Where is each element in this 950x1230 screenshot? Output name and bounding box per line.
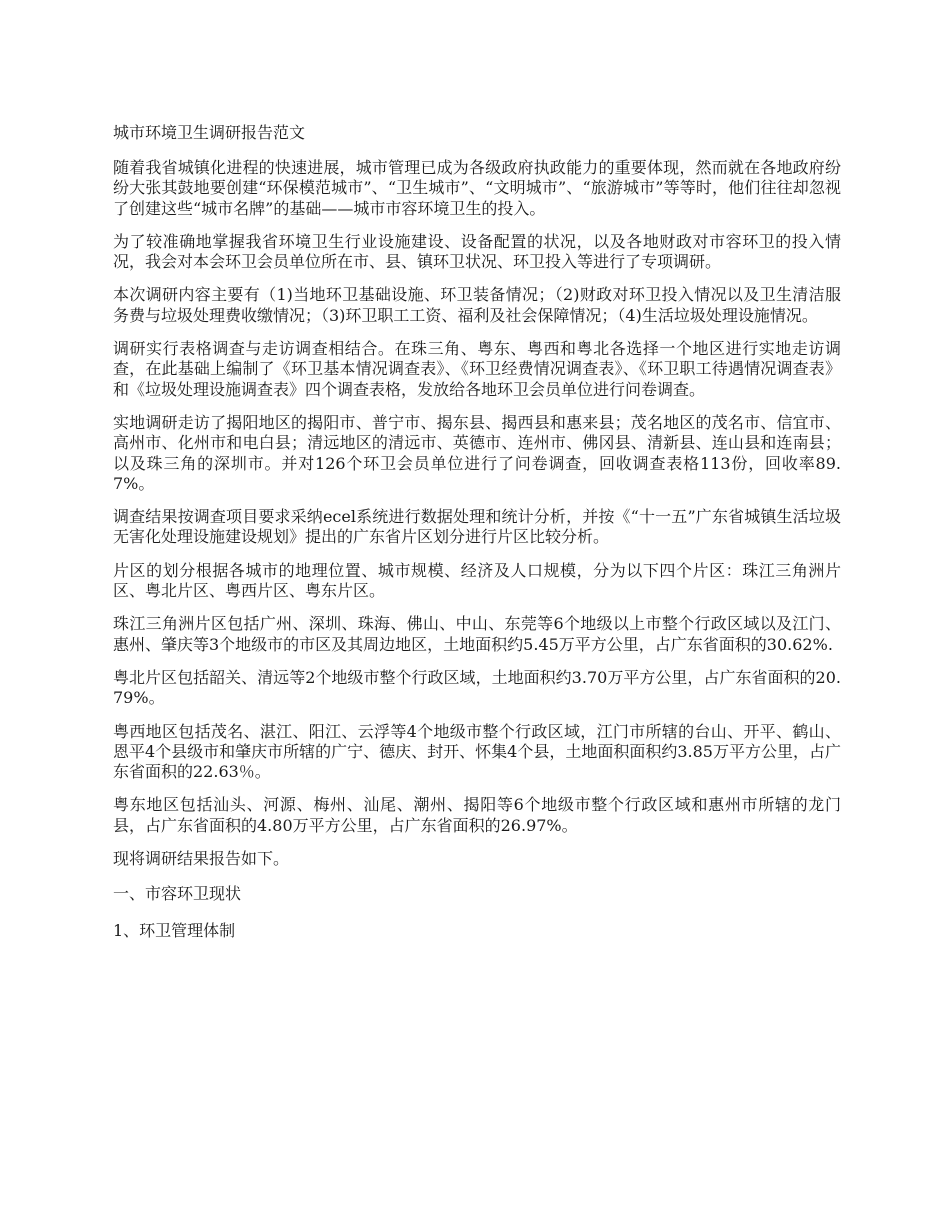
subsection-heading: 1、环卫管理体制 [113, 921, 236, 941]
paragraph-north: 粤北片区包括韶关、清远等2个地级市整个行政区域，土地面积约3.70万平方公里，占广东省面积的20.79%。 [113, 667, 841, 708]
document-title: 城市环境卫生调研报告范文 [113, 123, 306, 142]
paragraph-regions: 片区的划分根据各城市的地理位置、城市规模、经济及人口规模，分为以下四个片区：珠江三角洲片区、粤北片区、粤西片区、粤东片区。 [113, 560, 841, 601]
paragraph-intro: 随着我省城镇化进程的快速进展，城市管理已成为各级政府执政能力的重要体现，然而就在各地政府纷纷大张其鼓地要创建“环保模范城市”、“卫生城市”、“文明城市”、“旅游城市”等等时，他们往往却忽视了创建这些“城市名牌”的基础——城市市容环境卫生的投入。 [113, 158, 841, 218]
paragraph-pearl-river-delta: 珠江三角洲片区包括广州、深圳、珠海、佛山、中山、东莞等6个地级以上市整个行政区域以及江门、惠州、肇庆等3个地级市的市区及其周边地区，土地面积约5.45万平方公里，占广东省面积的30.62%. [113, 614, 841, 654]
section-heading: 一、市容环卫现状 [113, 884, 242, 904]
paragraph-field-visits: 实地调研走访了揭阳地区的揭阳市、普宁市、揭东县、揭西县和惠来县；茂名地区的茂名市、信宜市、高州市、化州市和电白县；清远地区的清远市、英德市、连州市、佛冈县、清新县、连山县和连南县；以及珠三角的深圳市。并对126个环卫会员单位进行了问卷调查，回收调查表格113份，回收率89.7%。 [113, 412, 841, 493]
paragraph-east: 粤东地区包括汕头、河源、梅州、汕尾、潮州、揭阳等6个地级市整个行政区域和惠州市所辖的龙门县，占广东省面积的4.80万平方公里，占广东省面积的26.97%。 [113, 795, 841, 835]
paragraph-analysis: 调查结果按调查项目要求采纳ecel系统进行数据处理和统计分析，并按《“十一五”广东省城镇生活垃圾无害化处理设施建设规划》提出的广东省片区划分进行片区比较分析。 [113, 507, 841, 547]
paragraph-content: 本次调研内容主要有（1)当地环卫基础设施、环卫装备情况；（2)财政对环卫投入情况以及卫生清洁服务费与垃圾处理费收缴情况；（3)环卫职工工资、福利及社会保障情况；（4)生活垃圾处理设施情况。 [113, 285, 841, 325]
paragraph-method: 调研实行表格调查与走访调查相结合。在珠三角、粤东、粤西和粤北各选择一个地区进行实地走访调查，在此基础上编制了《环卫基本情况调查表》、《环卫经费情况调查表》、《环卫职工待遇情况调查表》和《垃圾处理设施调查表》四个调查表格，发放给各地环卫会员单位进行问卷调查。 [113, 339, 841, 399]
paragraph-west: 粤西地区包括茂名、湛江、阳江、云浮等4个地级市整个行政区域，江门市所辖的台山、开平、鹤山、恩平4个县级市和肇庆市所辖的广宁、德庆、封开、怀集4个县，土地面积面积约3.85万平方公里，占广东省面积的22.63％。 [113, 721, 841, 782]
paragraph-purpose: 为了较准确地掌握我省环境卫生行业设施建设、设备配置的状况，以及各地财政对市容环卫的投入情况，我会对本会环卫会员单位所在市、县、镇环卫状况、环卫投入等进行了专项调研。 [113, 231, 841, 272]
paragraph-report-intro: 现将调研结果报告如下。 [113, 849, 290, 869]
document-page [113, 121, 841, 956]
